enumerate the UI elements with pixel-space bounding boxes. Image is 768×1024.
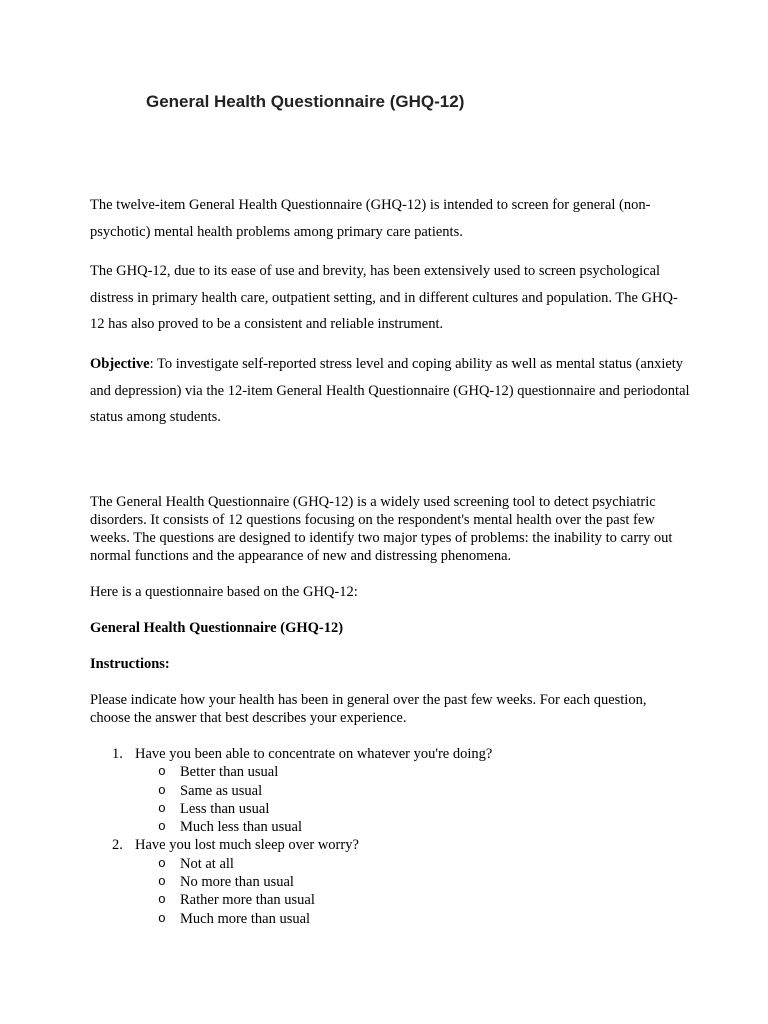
answer-option-label: Less than usual (180, 800, 270, 817)
instructions-heading: Instructions: (90, 656, 170, 672)
document-title: General Health Questionnaire (GHQ-12) (146, 92, 465, 111)
answer-option (135, 818, 690, 836)
answer-option-label: Better than usual (180, 764, 279, 781)
answer-option-label: Same as usual (180, 782, 263, 799)
questionnaire-lead-in: Here is a questionnaire based on the GHQ-12: (90, 584, 358, 600)
question-item-2 (90, 836, 690, 927)
option-bullet-icon: o (158, 874, 166, 890)
questionnaire-heading: General Health Questionnaire (GHQ-12) (90, 620, 344, 636)
question-text: Have you been able to concentrate on whatever you're doing? (135, 746, 493, 762)
option-bullet-icon: o (158, 855, 166, 871)
option-bullet-icon: o (158, 800, 166, 816)
question-item-1 (90, 745, 690, 836)
answer-option-label: Rather more than usual (180, 892, 315, 909)
answer-option (135, 910, 690, 928)
option-bullet-icon: o (158, 764, 166, 780)
answer-options (135, 763, 690, 836)
answer-option-label: Much more than usual (180, 910, 311, 927)
questionnaire-section (90, 493, 690, 928)
intro-paragraph-1: The twelve-item General Health Questionnaire (GHQ-12) is intended to screen for general (non-psychotic) mental health problems among primary care patients. (90, 197, 651, 240)
answer-option (135, 800, 690, 818)
option-bullet-icon: o (158, 819, 166, 835)
answer-option (135, 891, 690, 909)
answer-option (135, 873, 690, 891)
ghq-description: The General Health Questionnaire (GHQ-12) is a widely used screening tool to detect psychiatric disorders. It consists of 12 questions focusing on the respondent's mental health over the past few weeks. The questions are designed to identify two major types of problems: the inability to carry out normal functions and the appearance of new and distressing phenomena. (90, 494, 673, 564)
objective-text: : To investigate self-reported stress level and coping ability as well as mental status (anxiety and depression) via the 12-item General Health Questionnaire (GHQ-12) questionnaire and periodontal status among students. (90, 356, 690, 425)
objective-paragraph (90, 351, 690, 431)
answer-options (135, 855, 690, 928)
answer-option (135, 763, 690, 781)
answer-option-label: Much less than usual (180, 819, 303, 836)
answer-option (135, 855, 690, 873)
instructions-text: Please indicate how your health has been in general over the past few weeks. For each question, choose the answer that best describes your experience. (90, 692, 647, 726)
question-text: Have you lost much sleep over worry? (135, 837, 359, 854)
option-bullet-icon: o (158, 910, 166, 926)
question-number: 2. (112, 837, 123, 854)
option-bullet-icon: o (158, 892, 166, 908)
objective-label: Objective (90, 356, 150, 372)
option-bullet-icon: o (158, 782, 166, 798)
answer-option-label: Not at all (180, 855, 234, 872)
intro-paragraph-2: The GHQ-12, due to its ease of use and brevity, has been extensively used to screen psychological distress in primary health care, outpatient setting, and in different cultures and population. The GHQ-12 has also proved to be a consistent and reliable instrument. (90, 263, 678, 332)
question-number: 1. (112, 746, 123, 762)
answer-option-label: No more than usual (180, 874, 294, 891)
answer-option (135, 782, 690, 800)
question-list (90, 745, 690, 928)
